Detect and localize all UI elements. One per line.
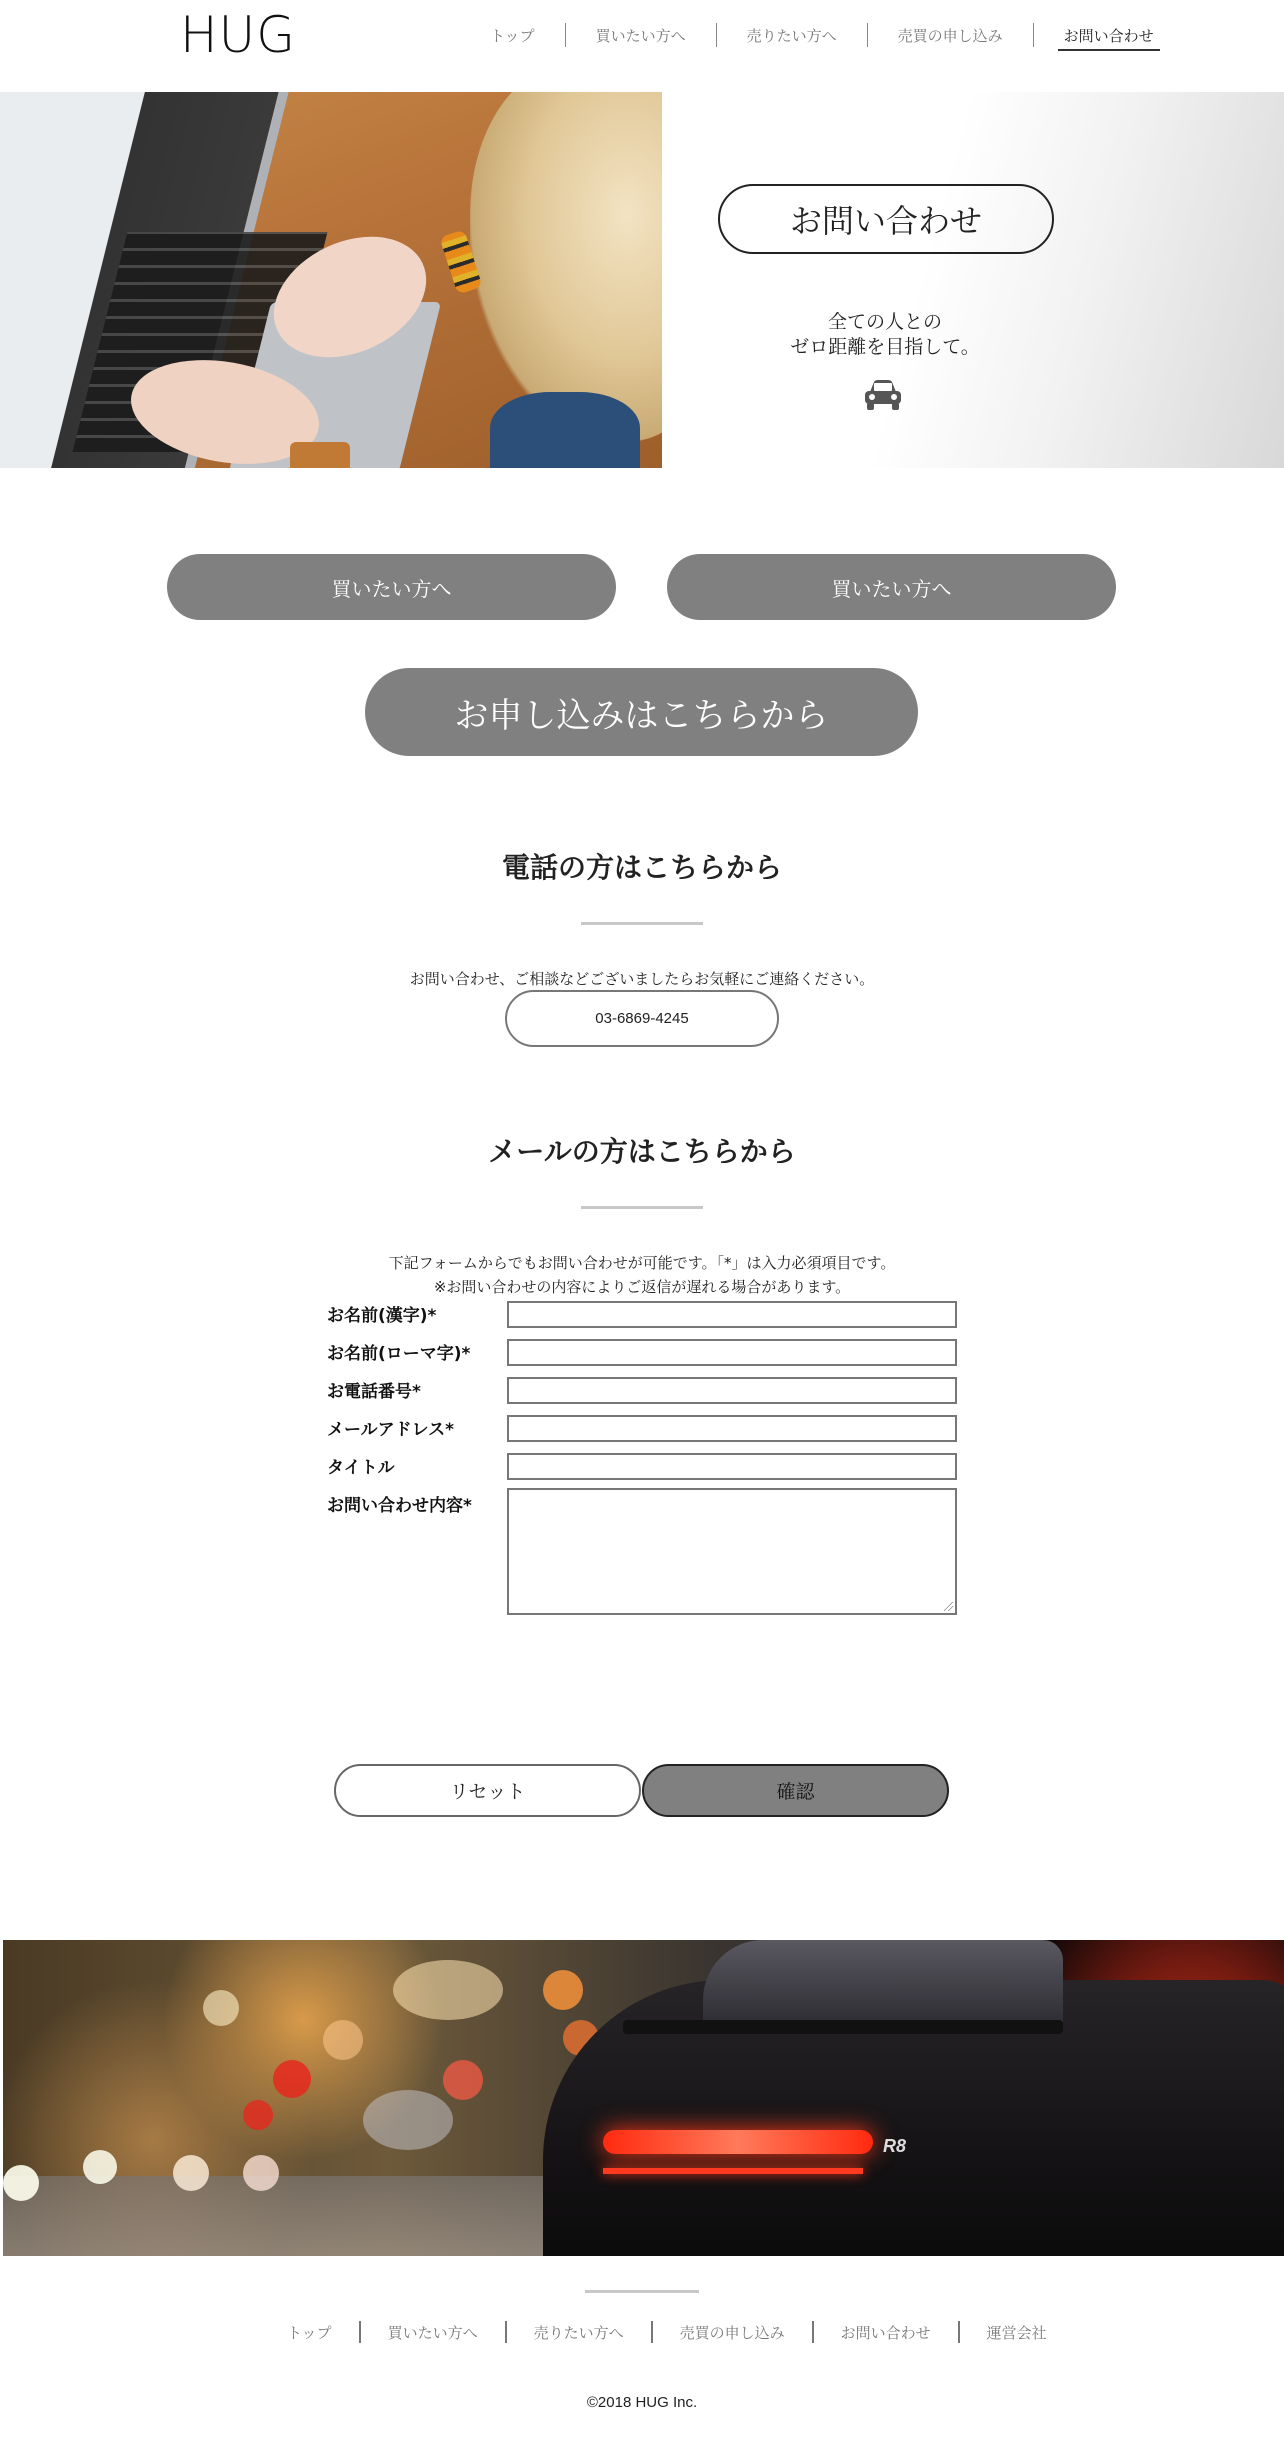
title-input[interactable] <box>507 1453 957 1480</box>
message-textarea[interactable] <box>507 1488 957 1615</box>
nav-item-apply[interactable]: 売買の申し込み <box>897 26 1003 45</box>
apply-button[interactable]: お申し込みはこちらから <box>365 668 918 756</box>
nav-item-contact[interactable]: お問い合わせ <box>1034 25 1184 46</box>
name-kanji-label: お名前(漢字)* <box>327 1306 437 1326</box>
hero-laptop-photo <box>0 92 662 468</box>
nav-item-sell[interactable]: 売りたい方へ <box>746 26 837 45</box>
nav-item-buy[interactable]: 買いたい方へ <box>595 26 686 45</box>
email-input[interactable] <box>507 1415 957 1442</box>
email-label: メールアドレス* <box>327 1420 455 1440</box>
footer-link-sell[interactable]: 売りたい方へ <box>533 2323 624 2342</box>
hero-banner <box>0 92 1284 468</box>
phone-section-title: 電話の方はこちらから <box>501 851 782 884</box>
footer-link-contact[interactable]: お問い合わせ <box>840 2323 931 2342</box>
hero-subtitle-line-1: 全ての人との <box>827 311 942 333</box>
footer-divider <box>585 2290 699 2293</box>
footer-link-apply[interactable]: 売買の申し込み <box>679 2323 785 2342</box>
footer-nav <box>260 2320 1074 2344</box>
mail-description-line-2: ※お問い合わせの内容によりご返信が遅れる場合があります。 <box>433 1278 851 1296</box>
site-logo[interactable]: HUG <box>180 6 296 64</box>
phone-description: お問い合わせ、ご相談などございましたらお気軽にご連絡ください。 <box>409 970 875 988</box>
section-divider <box>581 922 703 925</box>
footer-link-company[interactable]: 運営会社 <box>986 2323 1047 2342</box>
footer-link-buy[interactable]: 買いたい方へ <box>387 2323 478 2342</box>
r8-badge: R8 <box>883 2136 907 2156</box>
phone-input[interactable] <box>507 1377 957 1404</box>
hero-title: お問い合わせ <box>718 184 1054 254</box>
buy-button-left[interactable]: 買いたい方へ <box>167 554 616 620</box>
main-nav <box>460 22 1184 48</box>
section-divider <box>581 1206 703 1209</box>
hero-subtitle <box>740 310 1030 360</box>
copyright: ©2018 HUG Inc. <box>586 2394 698 2411</box>
nav-item-top[interactable]: トップ <box>490 26 535 45</box>
car-tail-lights-photo <box>3 1940 1284 2256</box>
reset-button[interactable]: リセット <box>334 1764 641 1817</box>
name-romaji-input[interactable] <box>507 1339 957 1366</box>
message-label: お問い合わせ内容* <box>327 1496 472 1516</box>
name-romaji-label: お名前(ローマ字)* <box>327 1344 471 1364</box>
title-label: タイトル <box>327 1458 395 1478</box>
name-kanji-input[interactable] <box>507 1301 957 1328</box>
hero-subtitle-line-2: ゼロ距離を目指して。 <box>790 336 980 358</box>
confirm-button[interactable]: 確認 <box>642 1764 949 1817</box>
mail-section-title: メールの方はこちらから <box>488 1135 796 1168</box>
phone-label: お電話番号* <box>327 1382 421 1402</box>
buy-button-right[interactable]: 買いたい方へ <box>667 554 1116 620</box>
footer-link-top[interactable]: トップ <box>287 2323 332 2342</box>
mail-description-line-1: 下記フォームからでもお問い合わせが可能です。「*」は入力必須項目です。 <box>388 1254 896 1272</box>
car-icon <box>862 378 904 412</box>
phone-number-button[interactable]: 03-6869-4245 <box>505 990 779 1047</box>
